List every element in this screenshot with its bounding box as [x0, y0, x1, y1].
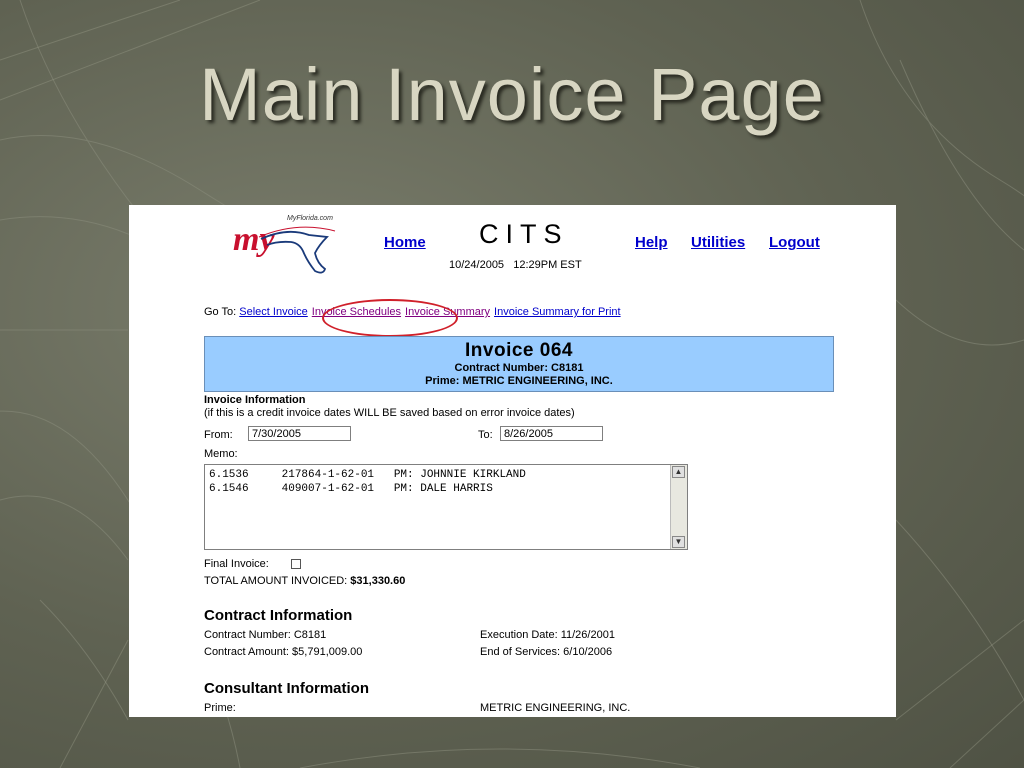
invoice-info-heading: Invoice Information	[204, 394, 306, 406]
scroll-down-icon[interactable]: ▼	[672, 536, 685, 548]
banner-contract-number: Contract Number: C8181	[454, 362, 584, 374]
myflorida-logo-text: my	[233, 221, 275, 258]
scroll-up-icon[interactable]: ▲	[672, 466, 685, 478]
final-invoice-label: Final Invoice:	[204, 558, 269, 570]
datetime-text: 10/24/2005 12:29PM EST	[449, 259, 582, 271]
memo-line: 6.1536 217864-1-62-01 PM: JOHNNIE KIRKLAND	[209, 469, 526, 481]
end-of-services: End of Services: 6/10/2006	[480, 646, 613, 658]
utilities-link[interactable]: Utilities	[691, 234, 746, 251]
total-label: TOTAL AMOUNT INVOICED:	[204, 575, 348, 587]
banner-prime: Prime: METRIC ENGINEERING, INC.	[425, 375, 613, 387]
contract-number: Contract Number: C8181	[204, 629, 327, 641]
goto-label: Go To:	[204, 306, 237, 318]
to-date-input[interactable]: 8/26/2005	[500, 426, 603, 441]
total-value: $31,330.60	[350, 575, 406, 587]
contract-amount: Contract Amount: $5,791,009.00	[204, 646, 363, 658]
memo-textarea[interactable]	[204, 464, 688, 550]
prime-value: METRIC ENGINEERING, INC.	[480, 702, 631, 714]
app-screenshot	[129, 205, 896, 717]
select-invoice-link[interactable]: Select Invoice	[239, 306, 308, 318]
invoice-banner	[204, 336, 834, 392]
myflorida-logo-caption: MyFlorida.com	[287, 215, 333, 222]
consultant-info-heading: Consultant Information	[204, 680, 369, 697]
invoice-info-note: (if this is a credit invoice dates WILL BE saved based on error invoice dates)	[204, 407, 575, 419]
help-link[interactable]: Help	[635, 234, 668, 251]
memo-scrollbar[interactable]	[670, 465, 687, 549]
memo-label: Memo:	[204, 448, 238, 460]
invoice-title: Invoice 064	[465, 340, 573, 361]
contract-info-heading: Contract Information	[204, 607, 353, 624]
prime-label: Prime:	[204, 702, 236, 714]
invoice-summary-print-link[interactable]: Invoice Summary for Print	[494, 306, 621, 318]
invoice-summary-link[interactable]: Invoice Summary	[405, 306, 491, 318]
memo-content	[209, 468, 526, 496]
home-link[interactable]: Home	[384, 234, 426, 251]
total-amount-row	[204, 575, 405, 587]
from-date-input[interactable]: 7/30/2005	[248, 426, 351, 441]
florida-shape-icon	[257, 215, 337, 277]
slide-title: Main Invoice Page	[199, 53, 825, 136]
invoice-schedules-link[interactable]: Invoice Schedules	[311, 306, 402, 318]
app-title: CITS	[479, 219, 569, 249]
final-invoice-checkbox[interactable]	[291, 559, 301, 569]
memo-line: 6.1546 409007-1-62-01 PM: DALE HARRIS	[209, 483, 493, 495]
from-label: From:	[204, 429, 233, 441]
logout-link[interactable]: Logout	[769, 234, 820, 251]
execution-date: Execution Date: 11/26/2001	[480, 629, 615, 641]
highlight-circle	[322, 299, 458, 337]
to-label: To:	[478, 429, 493, 441]
